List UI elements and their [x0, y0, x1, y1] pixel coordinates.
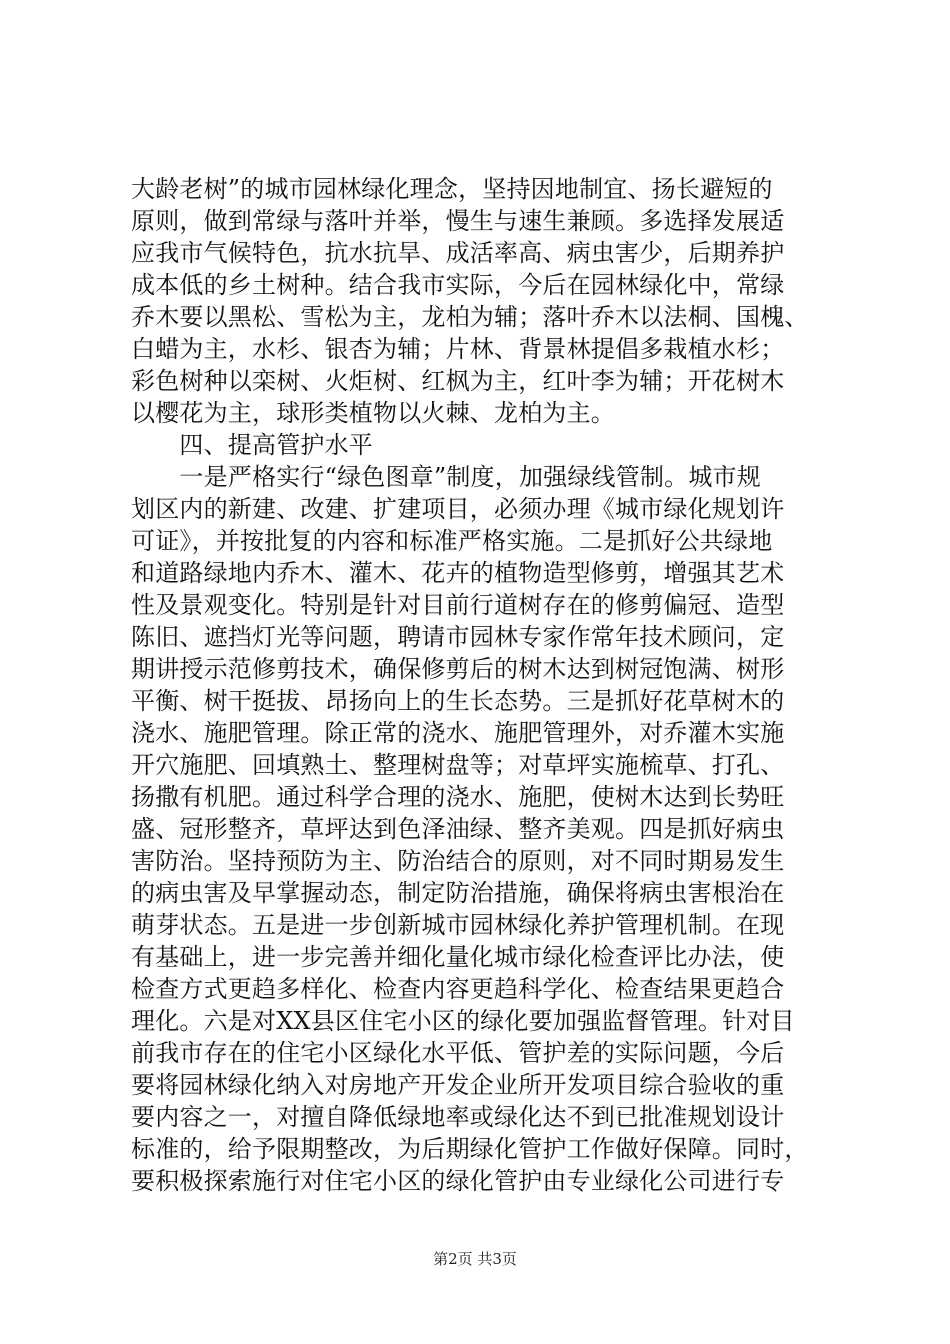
text-line: 要内容之一，对擅自降低绿地率或绿化达不到已批准规划设计	[131, 1103, 785, 1131]
text-line: 一是严格实行“绿色图章”制度，加强绿线管制。城市规	[131, 463, 761, 491]
text-line: 性及景观变化。特别是针对目前行道树存在的修剪偏冠、造型	[131, 591, 785, 619]
text-line: 白蜡为主，水杉、银杏为辅；片林、背景林提倡多栽植水杉；	[131, 335, 785, 363]
document-body	[131, 173, 831, 1197]
text-line: 盛、冠形整齐，草坪达到色泽油绿、整齐美观。四是抓好病虫	[131, 815, 785, 843]
page-footer: 第2页 共3页	[433, 1250, 517, 1268]
text-line: 标准的，给予限期整改，为后期绿化管护工作做好保障。同时，	[131, 1135, 809, 1163]
text-line: 大龄老树”的城市园林绿化理念，坚持因地制宜、扬长避短的	[131, 175, 773, 203]
text-line: 应我市气候特色，抗水抗旱、成活率高、病虫害少，后期养护	[131, 239, 785, 267]
text-line: 理化。六是对XX县区住宅小区的绿化要加强监督管理。针对目	[131, 1007, 795, 1035]
text-line: 陈旧、遮挡灯光等问题，聘请市园林专家作常年技术顾问，定	[131, 623, 785, 651]
text-line: 要将园林绿化纳入对房地产开发企业所开发项目综合验收的重	[131, 1071, 785, 1099]
text-line: 彩色树种以栾树、火炬树、红枫为主，红叶李为辅；开花树木	[131, 367, 785, 395]
text-line: 浇水、施肥管理。除正常的浇水、施肥管理外，对乔灌木实施	[131, 719, 785, 747]
text-line: 萌芽状态。五是进一步创新城市园林绿化养护管理机制。在现	[131, 911, 785, 939]
text-line: 检查方式更趋多样化、检查内容更趋科学化、检查结果更趋合	[131, 975, 785, 1003]
text-line: 开穴施肥、回填熟土、整理树盘等；对草坪实施梳草、打孔、	[131, 751, 785, 779]
text-line: 成本低的乡土树种。结合我市实际，今后在园林绿化中，常绿	[131, 271, 785, 299]
text-line: 可证》，并按批复的内容和标准严格实施。二是抓好公共绿地	[131, 527, 773, 555]
text-line: 平衡、树干挺拔、昂扬向上的生长态势。三是抓好花草树木的	[131, 687, 785, 715]
text-line: 扬撒有机肥。通过科学合理的浇水、施肥，使树木达到长势旺	[131, 783, 785, 811]
text-line: 的病虫害及早掌握动态，制定防治措施，确保将病虫害根治在	[131, 879, 785, 907]
text-line: 划区内的新建、改建、扩建项目，必须办理《城市绿化规划许	[131, 495, 785, 523]
text-line: 和道路绿地内乔木、灌木、花卉的植物造型修剪，增强其艺术	[131, 559, 785, 587]
text-line: 以樱花为主，球形类植物以火棘、龙柏为主。	[131, 399, 615, 427]
section-heading: 四、提高管护水平	[131, 431, 373, 459]
text-line: 期讲授示范修剪技术，确保修剪后的树木达到树冠饱满、树形	[131, 655, 785, 683]
text-line: 害防治。坚持预防为主、防治结合的原则，对不同时期易发生	[131, 847, 785, 875]
text-line: 原则，做到常绿与落叶并举，慢生与速生兼顾。多选择发展适	[131, 207, 785, 235]
text-line: 要积极探索施行对住宅小区的绿化管护由专业绿化公司进行专	[131, 1167, 785, 1195]
text-line: 乔木要以黑松、雪松为主，龙柏为辅；落叶乔木以法桐、国槐、	[131, 303, 809, 331]
text-line: 有基础上，进一步完善并细化量化城市绿化检查评比办法，使	[131, 943, 785, 971]
text-line: 前我市存在的住宅小区绿化水平低、管护差的实际问题，今后	[131, 1039, 785, 1067]
